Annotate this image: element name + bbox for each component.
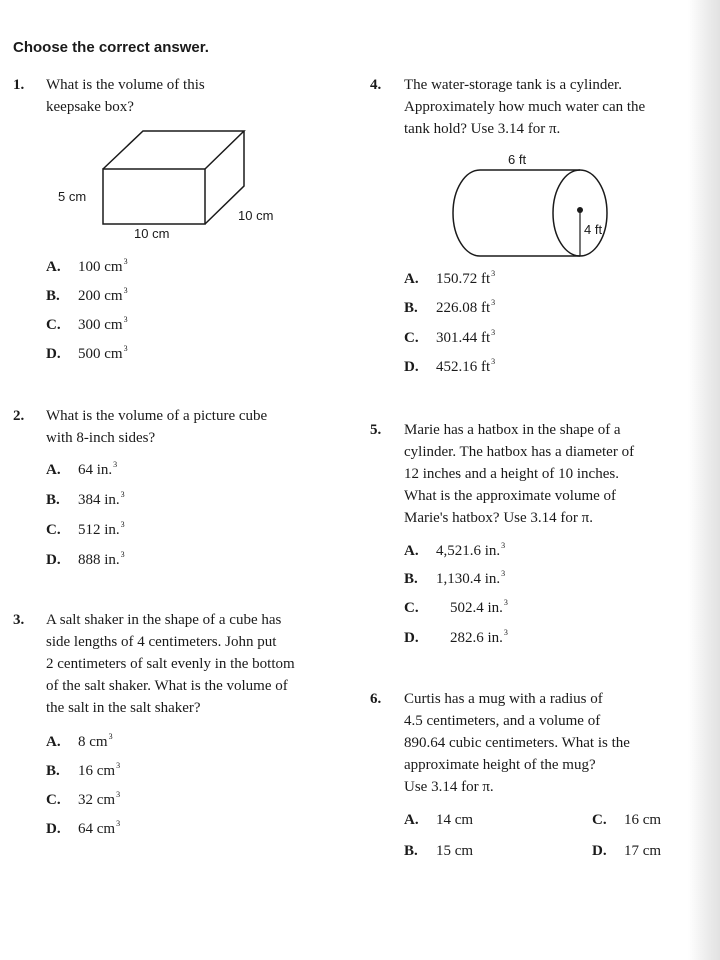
question-text [404, 688, 630, 798]
question-line: with 8-inch sides? [46, 430, 156, 446]
choice-value: 4,521.6 in. [436, 543, 501, 559]
answer-choice[interactable]: C. 502.4 in.$^3$ [404, 598, 508, 616]
choice-value: 150.72 ft [436, 271, 491, 287]
question-line: approximate height of the mug? [404, 757, 596, 773]
radius-label: 4 ft [584, 222, 603, 237]
answer-choice[interactable]: A. 150.72 $ft^3$ [404, 269, 496, 287]
choice-value: 16 cm [78, 763, 116, 779]
choice-value: 17 cm [624, 843, 662, 859]
answer-choice[interactable]: B. 200 $cm^3$ [46, 286, 128, 304]
choice-value: 1,130.4 in. [436, 571, 501, 587]
answer-choice[interactable]: D. 282.6 in.$^3$ [404, 628, 508, 646]
choice-value: 384 in. [78, 492, 120, 508]
question-line: 890.64 cubic centimeters. What is the [404, 735, 630, 751]
choice-value: 512 in. [78, 522, 120, 538]
question-line: Approximately how much water can the [404, 99, 646, 115]
width-label: 10 cm [238, 208, 274, 223]
answer-choice[interactable]: C. 300 $cm^3$ [46, 315, 128, 333]
answer-choice[interactable]: D. 64 $cm^3$ [46, 819, 121, 837]
cylinder-sides [480, 170, 580, 256]
question-text [46, 74, 205, 118]
question-line: Marie has a hatbox in the shape of a [404, 422, 621, 438]
answer-choice[interactable]: A. 4,521.6 in.$^3$ [404, 541, 506, 559]
choice-value: 8 cm [78, 734, 108, 750]
question-line: keepsake box? [46, 99, 134, 115]
choice-value: 226.08 ft [436, 300, 491, 316]
choice-value: 282.6 in. [450, 630, 503, 646]
choice-value: 14 cm [436, 812, 474, 828]
question-line: of the salt shaker. What is the volume of [46, 678, 288, 694]
answer-choice[interactable]: C. 512 in.$^3$ [46, 520, 125, 538]
answer-choice[interactable]: A. 100 $cm^3$ [46, 257, 128, 275]
answer-choice[interactable]: C. 16 cm [592, 812, 662, 828]
question-text [46, 609, 295, 719]
question-line: tank hold? Use 3.14 for π. [404, 121, 561, 137]
answer-choice[interactable]: A. 64 in.$^3$ [46, 460, 118, 478]
rectangular-prism-figure [40, 128, 300, 244]
question-line: cylinder. The hatbox has a diameter of [404, 444, 635, 460]
choice-value: 32 cm [78, 792, 116, 808]
question-line: The water-storage tank is a cylinder. [404, 77, 622, 93]
choice-value: 500 cm [78, 346, 123, 362]
choice-value: 200 cm [78, 288, 123, 304]
answer-choice[interactable]: C. 301.44 $ft^3$ [404, 328, 496, 346]
answer-choice[interactable]: D. 452.16 $ft^3$ [404, 357, 496, 375]
question-line: 4.5 centimeters, and a volume of [404, 713, 601, 729]
choice-value: 452.16 ft [436, 359, 491, 375]
question-line: 2 centimeters of salt evenly in the bottom [46, 656, 295, 672]
choice-value: 64 in. [78, 462, 113, 478]
question-line: What is the approximate volume of [404, 488, 617, 504]
question-number: 6. [370, 691, 382, 707]
answer-choice[interactable]: B. 226.08 $ft^3$ [404, 298, 496, 316]
question-line: A salt shaker in the shape of a cube has [46, 612, 282, 628]
answer-choice[interactable]: B. 16 $cm^3$ [46, 761, 121, 779]
choice-value: 300 cm [78, 317, 123, 333]
cylinder-left-end [453, 170, 480, 256]
question-number: 5. [370, 422, 382, 438]
prism-top-face [103, 131, 244, 169]
question-line: What is the volume of a picture cube [46, 408, 268, 424]
answer-choice[interactable]: B. 1,130.4 in.$^3$ [404, 569, 506, 587]
question-line: side lengths of 4 centimeters. John put [46, 634, 277, 650]
length-label: 6 ft [508, 152, 527, 167]
answer-choice[interactable]: B. 384 in.$^3$ [46, 490, 125, 508]
question-number: 1. [13, 77, 25, 93]
answer-choice[interactable]: D. 17 cm [592, 843, 662, 859]
cylinder-figure [440, 150, 630, 260]
question-text [404, 419, 634, 529]
answer-choice[interactable]: D. 888 in.$^3$ [46, 550, 125, 568]
question-number: 3. [13, 612, 25, 628]
answer-choice[interactable]: C. 32 $cm^3$ [46, 790, 121, 808]
question-line: Use 3.14 for π. [404, 779, 494, 795]
question-line: the salt in the salt shaker? [46, 700, 201, 716]
choice-value: 502.4 in. [450, 600, 503, 616]
length-label: 10 cm [134, 226, 170, 241]
question-number: 4. [370, 77, 382, 93]
question-text [404, 74, 645, 140]
page-heading: Choose the correct answer. [13, 39, 209, 56]
center-point [577, 207, 583, 213]
height-label: 5 cm [58, 189, 87, 204]
question-line: What is the volume of this [46, 77, 205, 93]
choice-value: 888 in. [78, 552, 120, 568]
answer-choice[interactable]: A. 14 cm [404, 812, 474, 828]
question-line: Curtis has a mug with a radius of [404, 691, 603, 707]
prism-front-face [103, 169, 205, 224]
question-number: 2. [13, 408, 25, 424]
choice-value: 100 cm [78, 259, 123, 275]
answer-choice[interactable]: A. 8 $cm^3$ [46, 732, 113, 750]
choice-value: 64 cm [78, 821, 116, 837]
question-line: 12 inches and a height of 10 inches. [404, 466, 619, 482]
answer-choice[interactable]: D. 500 $cm^3$ [46, 344, 128, 362]
question-line: Marie's hatbox? Use 3.14 for π. [404, 510, 593, 526]
choice-value: 301.44 ft [436, 330, 491, 346]
page-edge-shadow [688, 0, 720, 960]
question-text [46, 405, 267, 449]
answer-choice[interactable]: B. 15 cm [404, 843, 474, 859]
choice-value: 16 cm [624, 812, 662, 828]
choice-value: 15 cm [436, 843, 474, 859]
